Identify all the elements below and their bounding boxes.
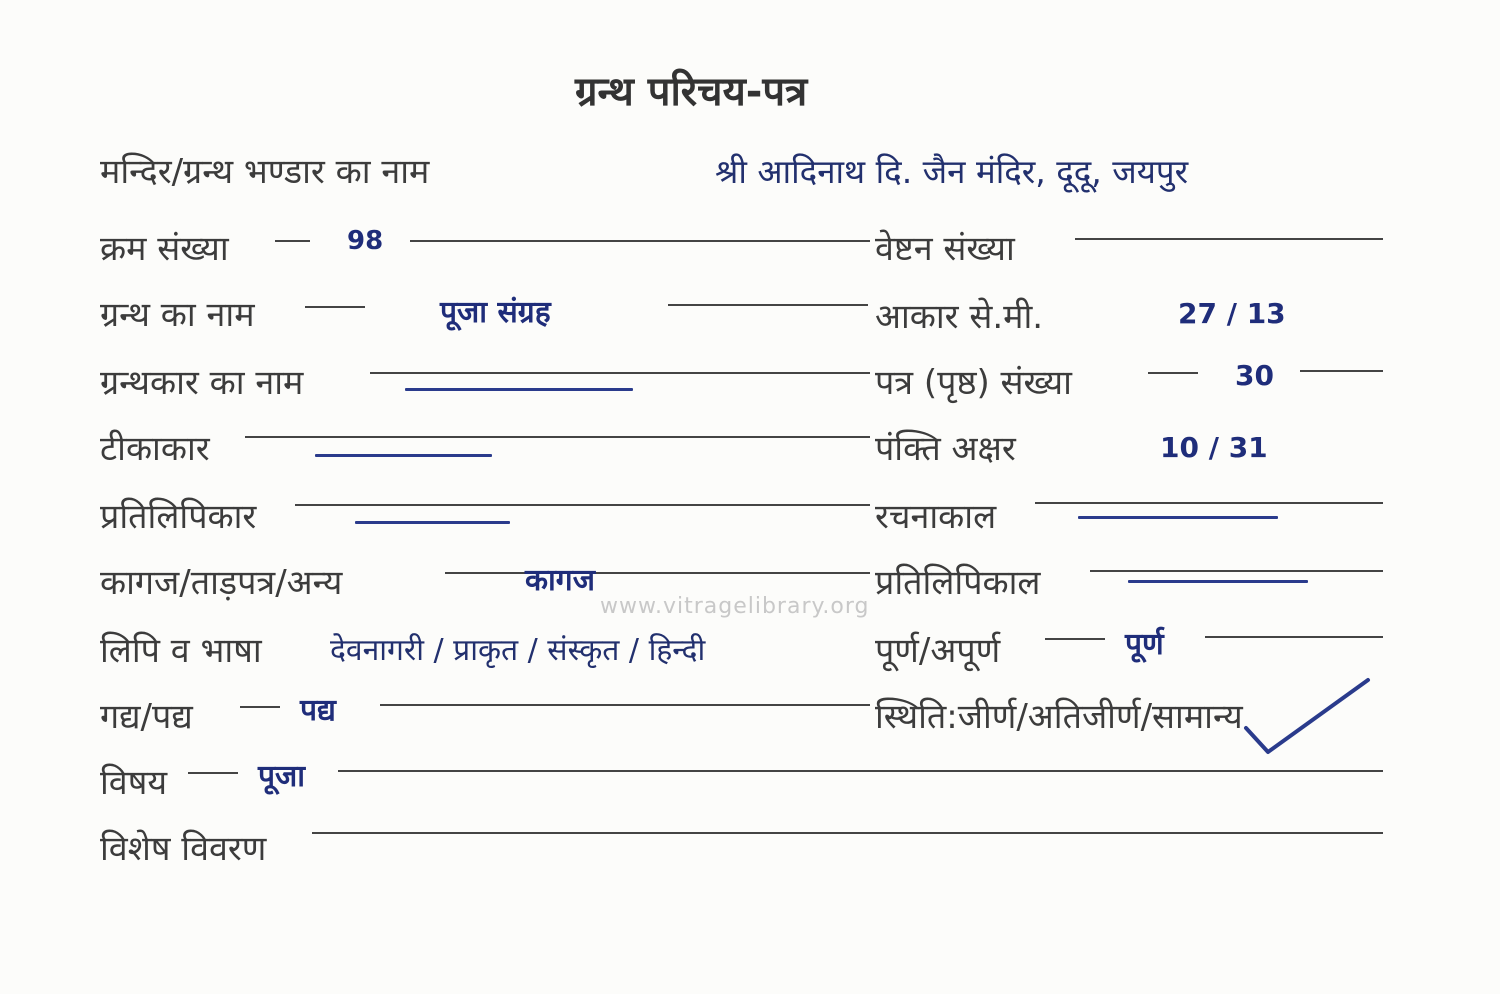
pratilipikar-blank-line bbox=[355, 521, 510, 524]
rule bbox=[445, 572, 870, 574]
vishay-label: विषय bbox=[100, 763, 168, 803]
gadya-padya-label: गद्य/पद्य bbox=[100, 697, 193, 737]
vishay-value: पूजा bbox=[258, 759, 306, 794]
pankti-akshar-value: 10 / 31 bbox=[1160, 431, 1268, 464]
temple-label: मन्दिर/ग्रन्थ भण्डार का नाम bbox=[100, 152, 430, 192]
lipi-bhasha-label: लिपि व भाषा bbox=[100, 631, 262, 671]
rule bbox=[1045, 638, 1105, 640]
granthkar-label: ग्रन्थकार का नाम bbox=[100, 363, 304, 403]
rule bbox=[1205, 636, 1383, 638]
checkmark-icon bbox=[1240, 676, 1380, 756]
vishesh-vivaran-label: विशेष विवरण bbox=[100, 829, 267, 869]
rule bbox=[1075, 238, 1383, 240]
gadya-padya-value: पद्य bbox=[300, 693, 336, 728]
rule bbox=[305, 306, 365, 308]
sthiti-label: स्थिति:जीर्ण/अतिजीर्ण/सामान्य bbox=[875, 697, 1243, 737]
kram-sankhya-value: 98 bbox=[347, 226, 384, 256]
rule bbox=[295, 504, 870, 506]
rule bbox=[312, 832, 1383, 834]
rule bbox=[245, 436, 870, 438]
rachnakaal-blank-line bbox=[1078, 516, 1278, 519]
purn-apurn-label: पूर्ण/अपूर्ण bbox=[875, 631, 1001, 671]
patra-sankhya-value: 30 bbox=[1235, 359, 1274, 392]
aakar-label: आकार से.मी. bbox=[875, 297, 1044, 337]
granthkar-blank-line bbox=[405, 388, 633, 391]
rule bbox=[338, 770, 1383, 772]
teekakar-label: टीकाकार bbox=[100, 429, 210, 469]
rule bbox=[1090, 570, 1383, 572]
rule bbox=[668, 304, 868, 306]
pratilipikaal-blank-line bbox=[1128, 580, 1308, 583]
temple-value: श्री आदिनाथ दि. जैन मंदिर, दूदू, जयपुर bbox=[715, 152, 1189, 191]
veshtan-sankhya-label: वेष्टन संख्या bbox=[875, 229, 1015, 269]
patra-sankhya-label: पत्र (पृष्ठ) संख्या bbox=[875, 363, 1072, 403]
rule bbox=[1148, 372, 1198, 374]
card-title: ग्रन्थ परिचय-पत्र bbox=[575, 69, 808, 115]
kram-sankhya-label: क्रम संख्या bbox=[100, 229, 229, 269]
rachnakaal-label: रचनाकाल bbox=[875, 497, 997, 537]
purn-apurn-value: पूर्ण bbox=[1125, 627, 1164, 662]
rule bbox=[1300, 370, 1383, 372]
pankti-akshar-label: पंक्ति अक्षर bbox=[875, 429, 1016, 469]
rule bbox=[370, 372, 870, 374]
granth-naam-label: ग्रन्थ का नाम bbox=[100, 295, 255, 335]
pratilipikaal-label: प्रतिलिपिकाल bbox=[875, 563, 1041, 603]
aakar-value: 27 / 13 bbox=[1178, 297, 1286, 330]
kagaj-label: कागज/ताड़पत्र/अन्य bbox=[100, 563, 343, 603]
lipi-bhasha-value: देवनागरी / प्राकृत / संस्कृत / हिन्दी bbox=[330, 633, 706, 668]
rule bbox=[188, 772, 238, 774]
kagaj-value: कागज bbox=[525, 563, 595, 598]
granth-naam-value: पूजा संग्रह bbox=[440, 295, 551, 330]
teekakar-blank-line bbox=[315, 454, 492, 457]
watermark: www.vitragelibrary.org bbox=[600, 594, 870, 619]
rule bbox=[240, 706, 280, 708]
rule bbox=[380, 704, 870, 706]
rule bbox=[1035, 502, 1383, 504]
rule bbox=[275, 240, 310, 242]
rule bbox=[410, 240, 870, 242]
pratilipikar-label: प्रतिलिपिकार bbox=[100, 497, 257, 537]
